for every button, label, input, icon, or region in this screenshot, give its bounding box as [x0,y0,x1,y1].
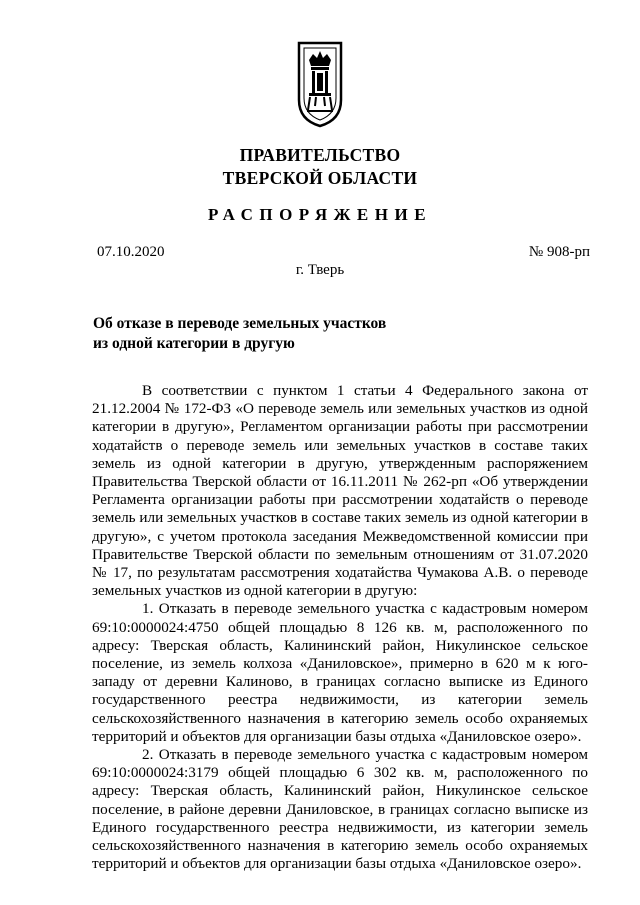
document-number: № 908-рп [528,244,590,260]
subject-line2: из одной категории в другую [93,335,295,352]
preamble-paragraph: В соответствии с пунктом 1 статьи 4 Федерального закона от 21.12.2004 № 172-ФЗ «О переводе земель или земельных участков из одной категории в другую», Регламентом организации работы при рассмотрении ходатайств о переводе земель или земельных участков в составе таких земель из одной категории в другую, утвержденным распоряжением Правительства Тверской области от 16.11.2011 № 262-рп «Об утверждении Регламента организации работы при рассмотрении ходатайств о переводе земель или земельных участков в составе таких земель из одной категории в другую», с учетом протокола заседания Межведомственной комиссии при Правительстве Тверской области по земельным отношениям от 31.07.2020 № 17, по результатам рассмотрения ходатайства Чумакова А.В. о переводе земельных участков из одной категории в другую: [92,382,588,600]
document-date: 07.10.2020 [97,244,165,260]
tver-coat-of-arms-icon [296,40,344,128]
item-2-paragraph: 2. Отказать в переводе земельного участка с кадастровым номером 69:10:0000024:3179 общей площадью 6 302 кв. м, расположенного по адресу: Тверская область, Калининский район, Никулинское сельское поселение, в районе деревни Даниловское, в границах согласно выписке из Единого государственного реестра недвижимости, из категории земель сельскохозяйственного назначения в категорию земель особо охраняемых территорий и объектов для организации базы отдыха «Даниловское озеро». [92,746,588,873]
document-subject [93,314,386,354]
subject-line1: Об отказе в переводе земельных участков [93,315,387,332]
item-1-paragraph: 1. Отказать в переводе земельного участка с кадастровым номером 69:10:0000024:4750 общей площадью 8 126 кв. м, расположенного по адресу: Тверская область, Калининский район, Никулинское сельское поселение, из земель колхоза «Даниловское», примерно в 620 м к юго-западу от деревни Калиново, в границах согласно выписке из Единого государственного реестра недвижимости, из категории земель сельскохозяйственного назначения в категорию земель особо охраняемых территорий и объектов для организации базы отдыха «Даниловское озеро». [92,600,588,745]
org-name-line2: ТВЕРСКОЙ ОБЛАСТИ [222,168,418,188]
document-city: г. Тверь [295,262,345,278]
org-name-line1: ПРАВИТЕЛЬСТВО [239,145,401,165]
document-body [92,382,588,873]
document-type: РАСПОРЯЖЕНИЕ [207,205,433,224]
